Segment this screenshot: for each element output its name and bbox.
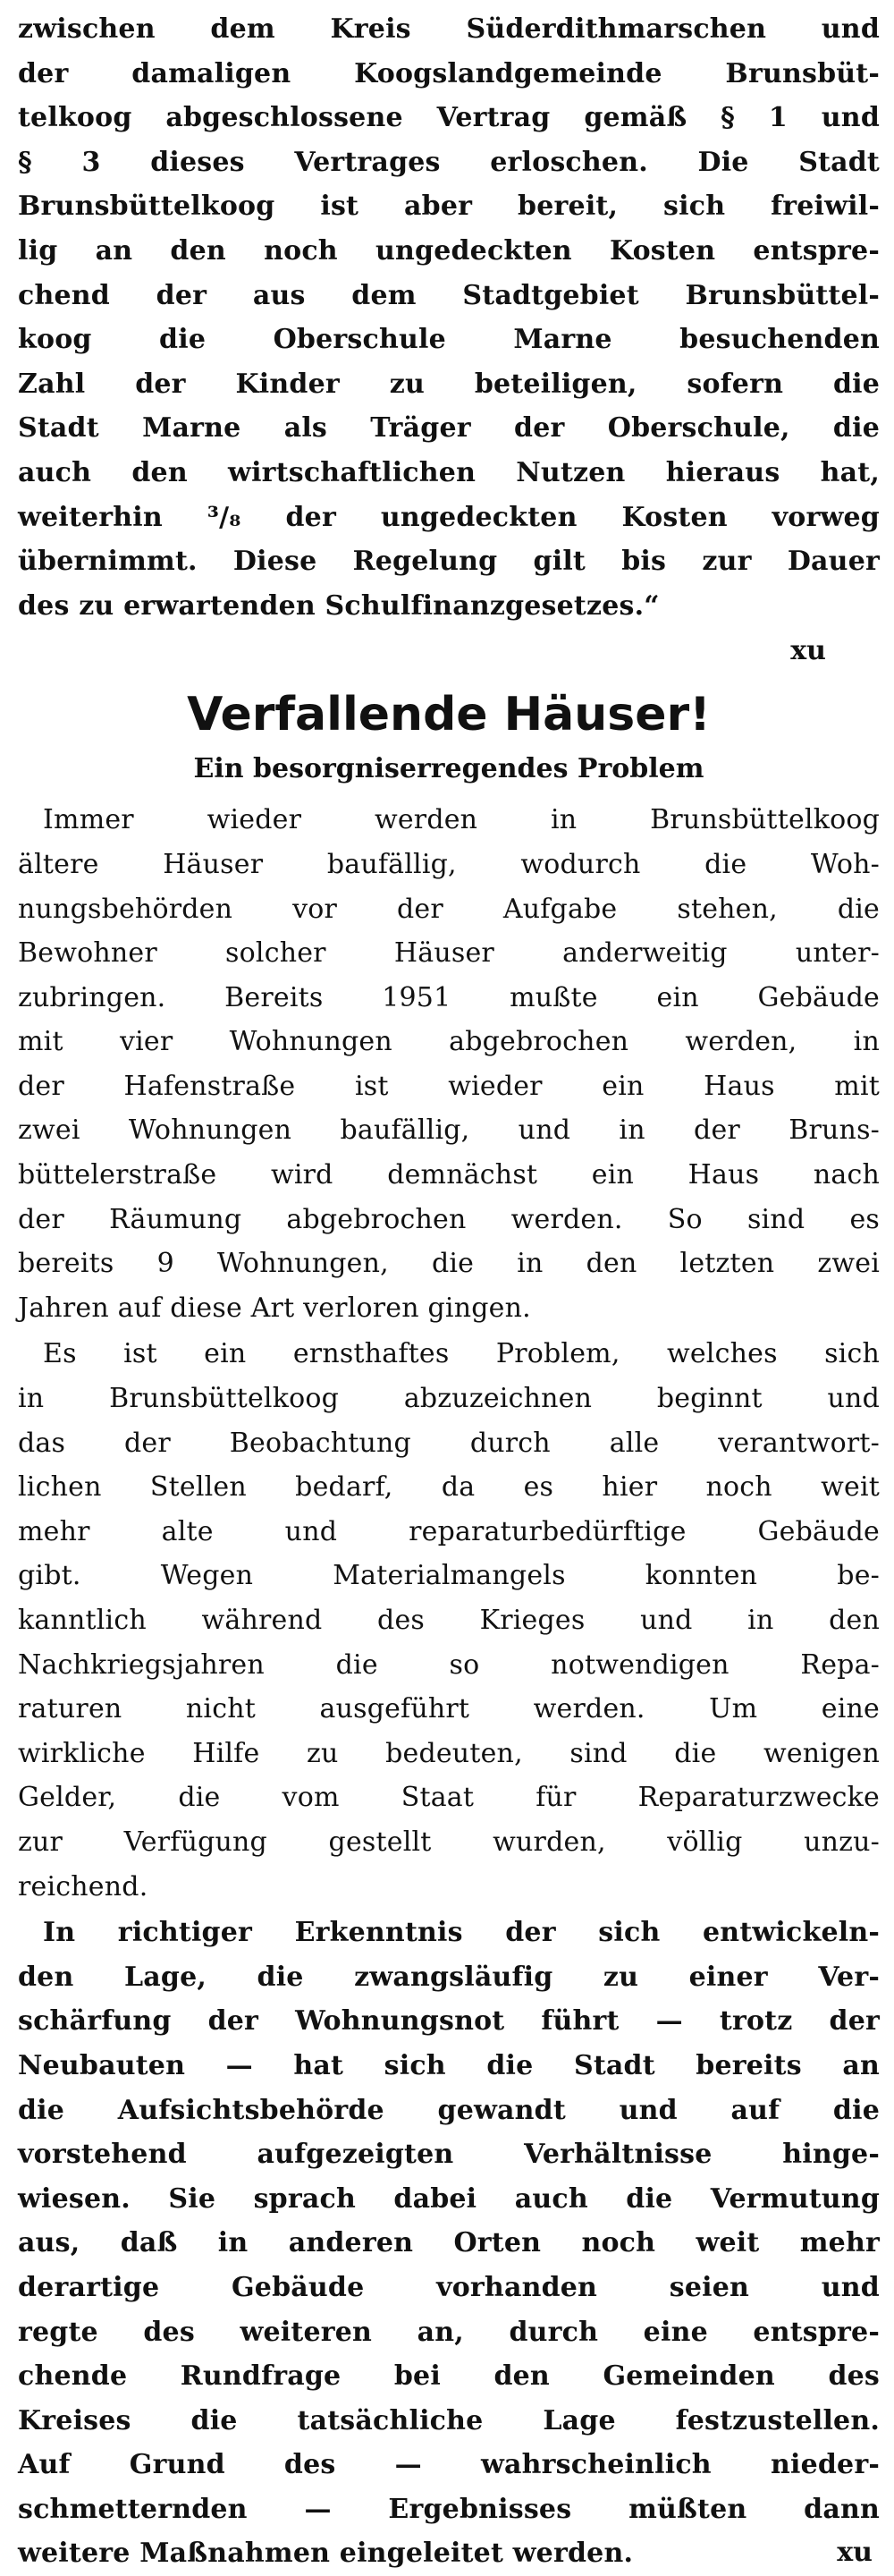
text-line: zwei Wohnungen baufällig, und in der Bruns- bbox=[18, 1114, 880, 1147]
text-line: den Lage, die zwangsläufig zu einer Ver- bbox=[18, 1961, 880, 1993]
text-line: Bewohner solcher Häuser anderweitig unter- bbox=[18, 937, 880, 970]
text-line: Nachkriegsjahren die so notwendigen Repa- bbox=[18, 1648, 880, 1681]
text-line: Brunsbüttelkoog ist aber bereit, sich freiwil- bbox=[18, 191, 880, 223]
text-line: Stadt Marne als Träger der Oberschule, die bbox=[18, 412, 880, 445]
text-line: mit vier Wohnungen abgebrochen werden, in bbox=[18, 1026, 880, 1058]
text-line: koog die Oberschule Marne besuchenden bbox=[18, 324, 880, 356]
text-line: der damaligen Koogslandgemeinde Brunsbüt- bbox=[18, 57, 880, 89]
text-line: In richtiger Erkenntnis der sich entwickeln- bbox=[43, 1917, 880, 1949]
text-line: bereits 9 Wohnungen, die in den letzten zwei bbox=[18, 1248, 880, 1280]
intro-paragraph bbox=[18, 7, 880, 628]
text-line: auch den wirtschaftlichen Nutzen hieraus hat, bbox=[18, 456, 880, 488]
text-line: Zahl der Kinder zu beteiligen, sofern die bbox=[18, 368, 880, 400]
text-line: weitere Maßnahmen eingeleitet werden. bbox=[18, 2538, 634, 2570]
text-line: lichen Stellen bedarf, da es hier noch weit bbox=[18, 1471, 880, 1504]
text-line: kanntlich während des Krieges und in den bbox=[18, 1605, 880, 1636]
text-line: Jahren auf diese Art verloren gingen. bbox=[18, 1292, 531, 1324]
text-line: wiesen. Sie sprach dabei auch die Vermutung bbox=[18, 2182, 880, 2215]
article-headline: Verfallende Häuser! bbox=[187, 688, 711, 742]
text-line: die Aufsichtsbehörde gewandt und auf die bbox=[18, 2094, 880, 2126]
text-line: mehr alte und reparaturbedürftige Gebäude bbox=[18, 1515, 880, 1547]
text-line: aus, daß in anderen Orten noch weit mehr bbox=[18, 2227, 880, 2259]
text-line: wirkliche Hilfe zu bedeuten, sind die wenigen bbox=[18, 1737, 880, 1769]
text-line: Auf Grund des — wahrscheinlich nieder- bbox=[18, 2449, 880, 2481]
article-subheadline: Ein besorgniserregendes Problem bbox=[193, 753, 704, 785]
text-line: gibt. Wegen Materialmangels konnten be- bbox=[18, 1560, 880, 1592]
article-paragraph-3 bbox=[18, 1911, 880, 2576]
text-line: des zu erwartenden Schulfinanzgesetzes.“ bbox=[18, 589, 660, 622]
text-line: derartige Gebäude vorhanden seien und bbox=[18, 2271, 880, 2303]
article-paragraph-2 bbox=[18, 1332, 880, 1909]
text-line: in Brunsbüttelkoog abzuzeichnen beginnt und bbox=[18, 1383, 880, 1415]
text-line: schmetternden — Ergebnisses müßten dann bbox=[18, 2493, 880, 2525]
intro-signature: xu bbox=[790, 635, 826, 667]
text-line: der Räumung abgebrochen werden. So sind es bbox=[18, 1203, 880, 1235]
text-line: vorstehend aufgezeigten Verhältnisse hinge- bbox=[18, 2139, 880, 2171]
text-line: Es ist ein ernsthaftes Problem, welches sich bbox=[43, 1338, 880, 1370]
text-line: übernimmt. Diese Regelung gilt bis zur Dauer bbox=[18, 546, 880, 578]
text-line: Gelder, die vom Staat für Reparaturzwecke bbox=[18, 1782, 880, 1814]
text-line: nungsbehörden vor der Aufgabe stehen, die bbox=[18, 893, 880, 925]
text-line: zubringen. Bereits 1951 mußte ein Gebäude bbox=[18, 981, 880, 1013]
text-line: zur Verfügung gestellt wurden, völlig unzu- bbox=[18, 1826, 880, 1858]
text-line: weiterhin ³/₈ der ungedeckten Kosten vorweg bbox=[18, 501, 880, 533]
text-line: Neubauten — hat sich die Stadt bereits an bbox=[18, 2049, 880, 2081]
text-line: regte des weiteren an, durch eine entspre- bbox=[18, 2316, 880, 2348]
text-line: der Hafenstraße ist wieder ein Haus mit bbox=[18, 1070, 880, 1102]
text-line: Immer wieder werden in Brunsbüttelkoog bbox=[43, 804, 880, 836]
text-line: chende Rundfrage bei den Gemeinden des bbox=[18, 2360, 880, 2393]
text-line: schärfung der Wohnungsnot führt — trotz der bbox=[18, 2005, 880, 2038]
text-line: § 3 dieses Vertrages erloschen. Die Stadt bbox=[18, 146, 880, 178]
text-line: das der Beobachtung durch alle verantwort- bbox=[18, 1427, 880, 1459]
article-signature: xu bbox=[837, 2537, 873, 2569]
text-line: chend der aus dem Stadtgebiet Brunsbüttel- bbox=[18, 279, 880, 311]
text-line: raturen nicht ausgeführt werden. Um eine bbox=[18, 1693, 880, 1725]
text-line: Kreises die tatsächliche Lage festzustellen. bbox=[18, 2404, 880, 2436]
text-line: ältere Häuser baufällig, wodurch die Woh- bbox=[18, 848, 880, 880]
text-line: zwischen dem Kreis Süderdithmarschen und bbox=[18, 13, 880, 45]
text-line: lig an den noch ungedeckten Kosten entspre- bbox=[18, 234, 880, 267]
text-line: büttelerstraße wird demnächst ein Haus nach bbox=[18, 1159, 880, 1191]
text-line: reichend. bbox=[18, 1870, 148, 1902]
article-paragraph-1 bbox=[18, 798, 880, 1330]
text-line: telkoog abgeschlossene Vertrag gemäß § 1 und bbox=[18, 102, 880, 134]
